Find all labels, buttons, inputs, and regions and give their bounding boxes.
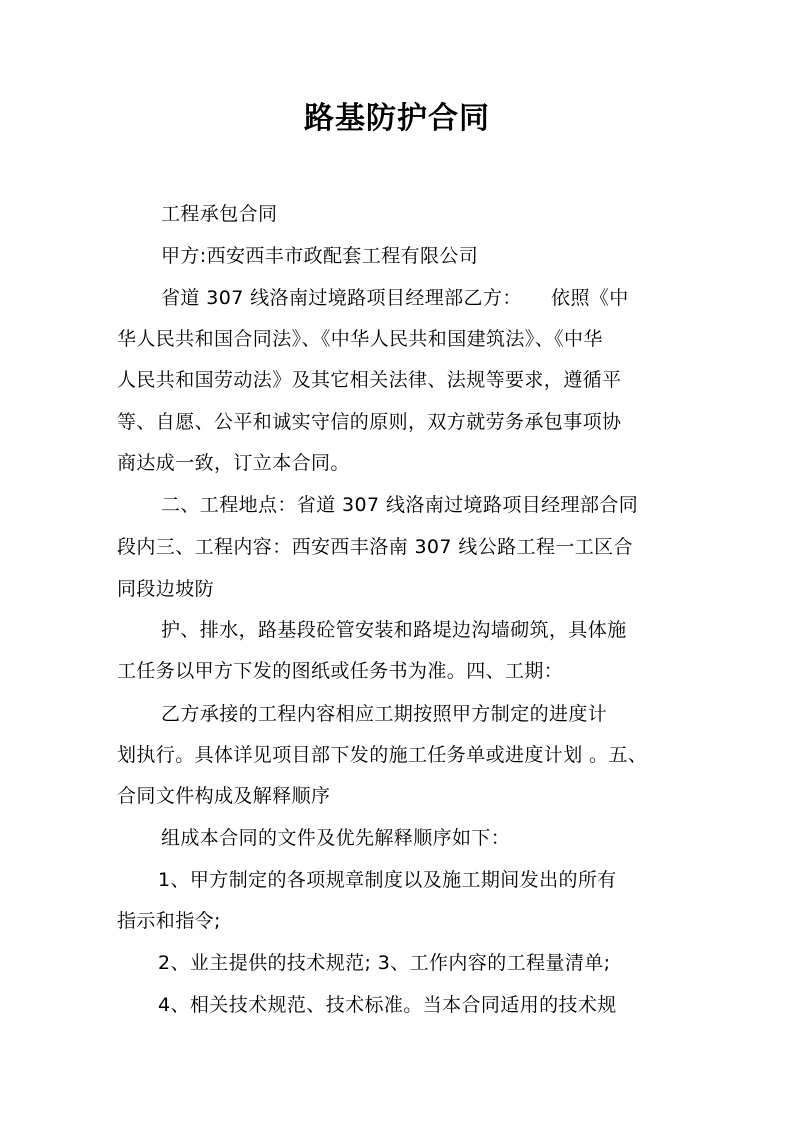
text-line: 工程承包合同 — [161, 203, 278, 225]
text-line: 4、相关技术规范、技术标准。当本合同适用的技术规 — [158, 994, 617, 1016]
text-line: 人民共和国劳动法》及其它相关法律、法规等要求，遵循平 — [117, 369, 622, 391]
text-line: 同段边坡防 — [117, 578, 215, 600]
text-line: 1、甲方制定的各项规章制度以及施工期间发出的所有 — [158, 869, 617, 891]
text-line: 省道 307 线洛南过境路项目经理部乙方： 依照《中 — [161, 287, 629, 309]
text-line: 华人民共和国合同法》、《中华人民共和国建筑法》、《中华 — [117, 328, 603, 350]
text-line: 2、业主提供的技术规范; 3、工作内容的工程量清单; — [158, 952, 611, 974]
text-line: 段内三、工程内容：西安西丰洛南 307 线公路工程一工区合 — [117, 536, 633, 558]
text-line: 划执行。具体详见项目部下发的施工任务单或进度计划 。五、 — [117, 744, 648, 766]
text-line: 合同文件构成及解释顺序 — [117, 785, 331, 807]
text-line: 等、自愿、公平和诚实守信的原则，双方就劳务承包事项协 — [117, 411, 622, 433]
text-line: 二、工程地点：省道 307 线洛南过境路项目经理部合同 — [161, 494, 639, 516]
text-line: 组成本合同的文件及优先解释顺序如下： — [161, 827, 511, 849]
text-line: 甲方:西安西丰市政配套工程有限公司 — [161, 245, 479, 267]
text-line: 商达成一致，订立本合同。 — [117, 452, 350, 474]
document-title: 路基防护合同 — [304, 101, 490, 136]
text-line: 指示和指令; — [117, 910, 221, 932]
text-line: 工任务以甲方下发的图纸或任务书为准。四、工期： — [117, 660, 564, 682]
text-line: 乙方承接的工程内容相应工期按照甲方制定的进度计 — [161, 703, 608, 725]
text-line: 护、排水，路基段砼管安装和路堤边沟墙砌筑，具体施 — [161, 619, 627, 641]
